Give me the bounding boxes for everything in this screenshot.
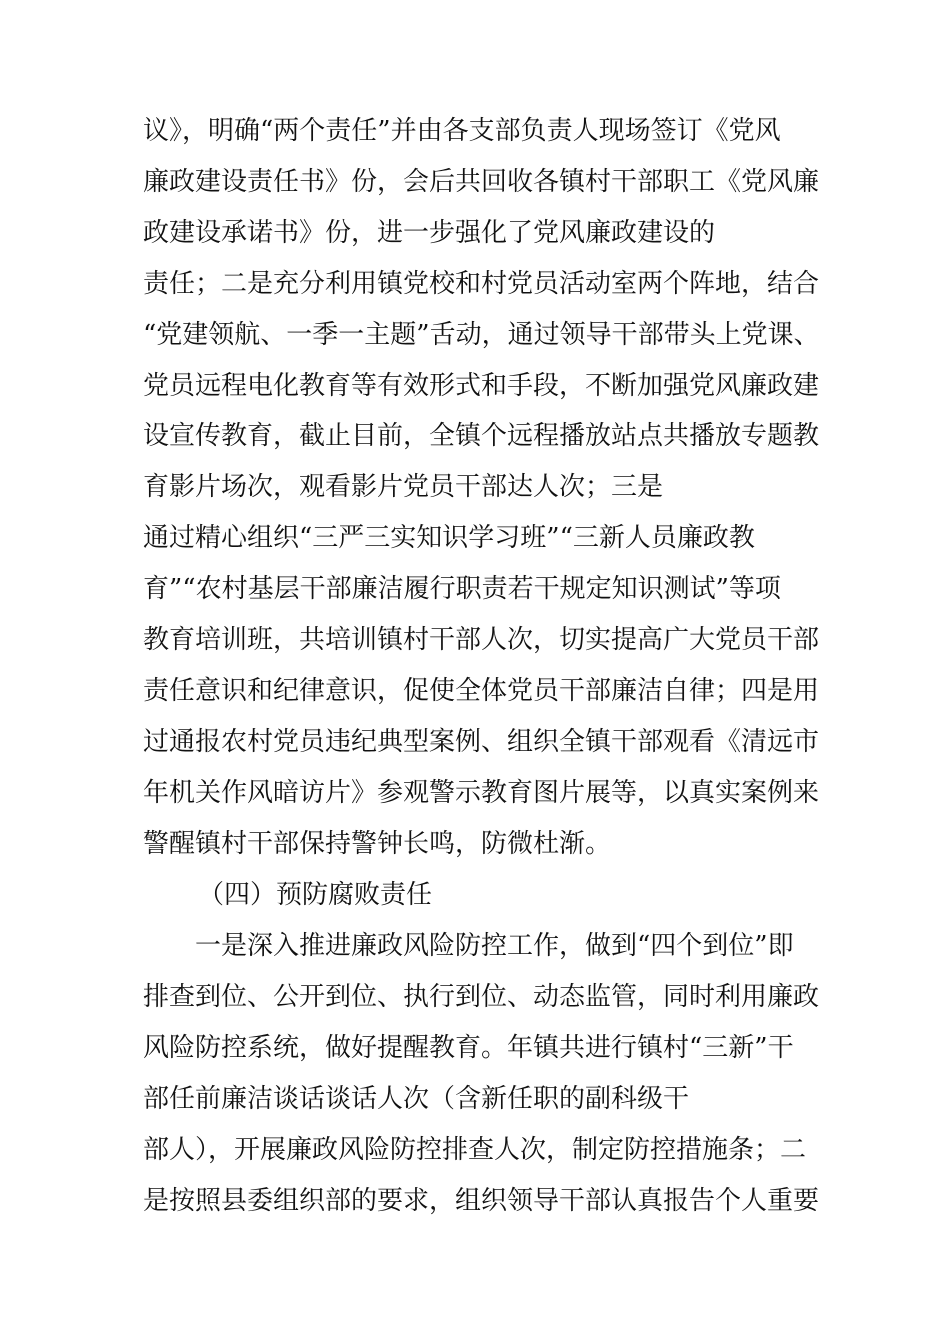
section-heading: （四）预防腐败责任 (198, 880, 433, 910)
text-line-22: 是按照县委组织部的要求，组织领导干部认真报告个人重要 (143, 1186, 820, 1216)
text-line-5: “党建领航、一季一主题”舌动，通过领导干部带头上党课、 (143, 320, 820, 350)
text-line-4: 责任；二是充分利用镇党校和村党员活动室两个阵地，结合 (143, 269, 820, 299)
text-line-18: 排查到位、公开到位、执行到位、动态监管，同时利用廉政 (143, 982, 820, 1012)
text-line-1: 议》，明确“两个责任”并由各支部负责人现场签订《党风 (143, 116, 781, 146)
text-line-20: 部任前廉洁谈话谈话人次（含新任职的副科级干 (143, 1084, 690, 1114)
text-line-7: 设宣传教育，截止目前，全镇个远程播放站点共播放专题教 (143, 421, 820, 451)
text-line-10: 育”“农村基层干部廉洁履行职责若干规定知识测试”等项 (143, 574, 781, 604)
text-line-21: 部人），开展廉政风险防控排查人次，制定防控措施条；二 (143, 1135, 807, 1165)
text-line-8: 育影片场次，观看影片党员干部达人次；三是 (143, 472, 664, 502)
text-line-2: 廉政建设责任书》份，会后共回收各镇村干部职工《党风廉 (143, 167, 820, 197)
text-line-11: 教育培训班，共培训镇村干部人次，切实提高广大党员干部 (143, 625, 820, 655)
text-line-17: 一是深入推进廉政风险防控工作，做到“四个到位”即 (195, 931, 794, 961)
text-line-3: 政建设承诺书》份，进一步强化了党风廉政建设的 (143, 218, 716, 248)
text-line-14: 年机关作风暗访片》参观警示教育图片展等，以真实案例来 (143, 778, 820, 808)
text-line-12: 责任意识和纪律意识，促使全体党员干部廉洁自律；四是用 (143, 676, 820, 706)
text-line-15: 警醒镇村干部保持警钟长鸣，防微杜渐。 (143, 829, 612, 859)
text-line-9: 通过精心组织“三严三实知识学习班”“三新人员廉政教 (143, 523, 755, 553)
text-line-19: 风险防控系统，做好提醒教育。年镇共进行镇村“三新”干 (143, 1033, 794, 1063)
text-line-13: 过通报农村党员违纪典型案例、组织全镇干部观看《清远市 (143, 727, 820, 757)
text-line-6: 党员远程电化教育等有效形式和手段，不断加强党风廉政建 (143, 371, 820, 401)
